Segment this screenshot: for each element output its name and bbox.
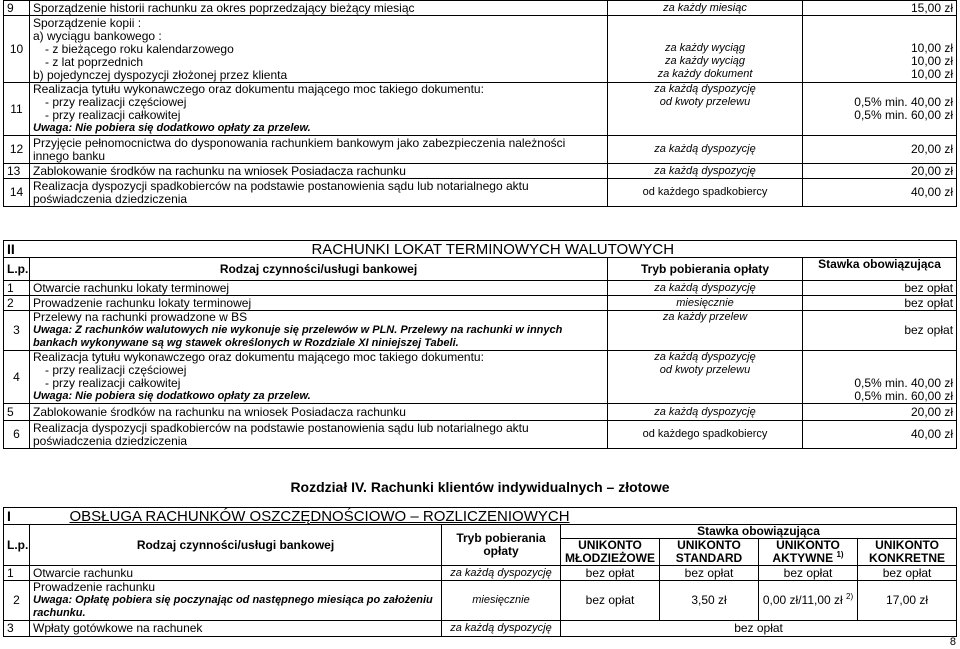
mode-line: za każdy wyciąg bbox=[664, 42, 746, 54]
footnote-marker: 2) bbox=[846, 592, 854, 601]
table-row bbox=[4, 351, 957, 404]
col-header-service: Rodzaj czynności/usługi bankowej bbox=[30, 258, 608, 281]
fee-value: 3,50 zł bbox=[660, 581, 759, 621]
charge-mode: od każdego spadkobiercy bbox=[608, 179, 803, 207]
charge-mode: za każdą dyspozycję bbox=[608, 281, 803, 296]
item-note: Uwaga: Z rachunków walutowych nie wykonuje się przelewów w PLN. Przelewy na rachunki w innych bankach wykonywane są wg stawek określonych w Rozdziale XI niniejszej Tabeli. bbox=[33, 324, 563, 349]
fee-rate: 40,00 zł bbox=[803, 421, 957, 449]
service-description: Realizacja dyspozycji spadkobierców na podstawie postanowienia sądu lub notarialnego aktu poświadczenia dziedziczenia bbox=[30, 179, 608, 207]
item-note: Uwaga: Nie pobiera się dodatkowo opłaty za przelew. bbox=[33, 122, 311, 134]
row-number: 2 bbox=[4, 296, 30, 311]
service-description: Sporządzenie historii rachunku za okres poprzedzający bieżący miesiąc bbox=[30, 1, 608, 16]
mode-line: za każdy wyciąg bbox=[664, 55, 746, 67]
charge-mode bbox=[608, 351, 803, 404]
fee-value: bez opłat bbox=[561, 621, 957, 637]
item-title: Realizacja tytułu wykonawczego oraz dokumentu mającego moc takiego dokumentu: bbox=[33, 82, 484, 96]
mode-line: za każdy dokument bbox=[657, 68, 753, 80]
item-line: - z bieżącego roku kalendarzowego bbox=[45, 41, 234, 56]
row-number: 12 bbox=[4, 136, 30, 164]
fee-rate: 20,00 zł bbox=[803, 136, 957, 164]
table-row bbox=[4, 136, 957, 164]
charge-mode: za każdą dyspozycję bbox=[442, 621, 561, 637]
section-title: RACHUNKI LOKAT TERMINOWYCH WALUTOWYCH bbox=[30, 241, 957, 258]
item-title: Przelewy na rachunki prowadzone w BS bbox=[33, 310, 248, 324]
item-line: - z lat poprzednich bbox=[45, 54, 144, 69]
service-description: Zablokowanie środków na rachunku na wniosek Posiadacza rachunku bbox=[30, 404, 608, 421]
col-header-mode: Tryb pobierania opłaty bbox=[608, 258, 803, 281]
fee-value: 17,00 zł bbox=[858, 581, 957, 621]
fee-rate: 20,00 zł bbox=[803, 164, 957, 179]
item-note: Uwaga: Nie pobiera się dodatkowo opłaty za przelew. bbox=[33, 390, 311, 402]
rate-line: 0,5% min. 60,00 zł bbox=[854, 108, 953, 122]
item-line: - przy realizacji częściowej bbox=[45, 363, 187, 377]
rate-line: 0,5% min. 60,00 zł bbox=[854, 389, 954, 403]
item-title: Sporządzenie kopii : bbox=[33, 15, 142, 30]
item-note: Uwaga: Opłatę pobiera się poczynając od następnego miesiąca po założeniu rachunku. bbox=[33, 594, 433, 619]
table-row bbox=[4, 179, 957, 207]
charge-mode: za każdą dyspozycję bbox=[608, 404, 803, 421]
fees-table-continuation bbox=[3, 0, 957, 207]
row-number: 6 bbox=[4, 421, 30, 449]
service-description: Otwarcie rachunku bbox=[30, 566, 442, 581]
section-header-row bbox=[4, 508, 957, 525]
item-line: - przy realizacji częściowej bbox=[45, 95, 187, 109]
fee-rate: 40,00 zł bbox=[803, 179, 957, 207]
charge-mode: miesięcznie bbox=[608, 296, 803, 311]
table-row bbox=[4, 281, 957, 296]
column-header-row bbox=[4, 525, 957, 539]
col-header-mode: Tryb pobierania opłaty bbox=[442, 525, 561, 566]
section-header-row bbox=[4, 241, 957, 258]
charge-mode: miesięcznie bbox=[442, 581, 561, 621]
row-number: 10 bbox=[4, 16, 30, 83]
section-title: OBSŁUGA RACHUNKÓW OSZCZĘDNOŚCIOWO – ROZLICZENIOWYCH bbox=[30, 508, 957, 525]
table-row bbox=[4, 83, 957, 136]
chapter-heading: Rozdział IV. Rachunki klientów indywidualnych – złotowe bbox=[290, 479, 670, 495]
service-description bbox=[30, 311, 608, 351]
row-number: 3 bbox=[4, 311, 30, 351]
charge-mode: za każdą dyspozycję bbox=[442, 566, 561, 581]
section-number: I bbox=[4, 508, 30, 525]
row-number: 5 bbox=[4, 404, 30, 421]
col-header-lp: L.p. bbox=[4, 525, 30, 566]
fee-rate: bez opłat bbox=[803, 311, 957, 351]
fee-rate: 20,00 zł bbox=[803, 404, 957, 421]
fee-value: bez opłat bbox=[660, 566, 759, 581]
item-line: a) wyciągu bankowego : bbox=[33, 28, 162, 43]
row-number: 14 bbox=[4, 179, 30, 207]
service-description bbox=[30, 83, 608, 136]
col-header-unikonto-konkretne: UNIKONTO KONKRETNE bbox=[858, 539, 957, 566]
rate-line: 10,00 zł bbox=[910, 67, 953, 81]
row-number: 3 bbox=[4, 621, 30, 637]
fee-rate bbox=[803, 16, 957, 83]
row-number: 13 bbox=[4, 164, 30, 179]
table-row bbox=[4, 296, 957, 311]
fee-rate bbox=[803, 83, 957, 136]
fx-term-deposit-table bbox=[3, 240, 957, 449]
col-header-service: Rodzaj czynności/usługi bankowej bbox=[30, 525, 442, 566]
table-row bbox=[4, 581, 957, 621]
column-header-row bbox=[4, 258, 957, 281]
fee-value: bez opłat bbox=[759, 566, 858, 581]
col-header-unikonto-mlodziezowe: UNIKONTO MŁODZIEŻOWE bbox=[561, 539, 660, 566]
mode-line: od kwoty przelewu bbox=[659, 96, 751, 108]
rate-line: 10,00 zł bbox=[910, 41, 953, 55]
table-row bbox=[4, 404, 957, 421]
service-description: Otwarcie rachunku lokaty terminowej bbox=[30, 281, 608, 296]
table-row bbox=[4, 164, 957, 179]
col-header-rate: Stawka obowiązująca bbox=[561, 525, 957, 539]
row-number: 2 bbox=[4, 581, 30, 621]
col-header-rate: Stawka obowiązująca bbox=[803, 258, 957, 281]
row-number: 4 bbox=[4, 351, 30, 404]
charge-mode: za każdy miesiąc bbox=[608, 1, 803, 16]
service-description bbox=[30, 581, 442, 621]
fee-text: 0,00 zł/11,00 zł bbox=[762, 593, 843, 607]
item-title: Realizacja tytułu wykonawczego oraz dokumentu mającego moc takiego dokumentu: bbox=[33, 350, 484, 364]
fee-value bbox=[759, 581, 858, 621]
mode-line: za każdą dyspozycję bbox=[654, 83, 756, 95]
header-text: UNIKONTO AKTYWNE bbox=[772, 538, 840, 565]
col-header-lp: L.p. bbox=[4, 258, 30, 281]
service-description: Realizacja dyspozycji spadkobierców na podstawie postanowienia sądu lub notarialnego aktu poświadczenia dziedziczenia bbox=[30, 421, 608, 449]
service-description: Zablokowanie środków na rachunku na wniosek Posiadacza rachunku bbox=[30, 164, 608, 179]
rate-line: 0,5% min. 40,00 zł bbox=[854, 376, 954, 390]
charge-mode: za każdą dyspozycję bbox=[608, 136, 803, 164]
service-description: Prowadzenie rachunku lokaty terminowej bbox=[30, 296, 608, 311]
table-row bbox=[4, 421, 957, 449]
savings-accounts-table bbox=[3, 507, 957, 637]
item-title: Prowadzenie rachunku bbox=[33, 580, 156, 594]
row-number: 1 bbox=[4, 281, 30, 296]
col-header-unikonto-standard: UNIKONTO STANDARD bbox=[660, 539, 759, 566]
section-number: II bbox=[4, 241, 30, 258]
table-row bbox=[4, 311, 957, 351]
service-description: Przyjęcie pełnomocnictwa do dysponowania rachunkiem bankowym jako zabezpieczenia należności innego banku bbox=[30, 136, 608, 164]
page-number: 8 bbox=[949, 636, 956, 648]
row-number: 11 bbox=[4, 83, 30, 136]
row-number: 9 bbox=[4, 1, 30, 16]
charge-mode bbox=[608, 83, 803, 136]
fee-rate: bez opłat bbox=[803, 296, 957, 311]
table-row bbox=[4, 566, 957, 581]
fee-rate: 15,00 zł bbox=[803, 1, 957, 16]
item-line: b) pojedynczej dyspozycji złożonej przez klienta bbox=[33, 67, 288, 82]
col-header-unikonto-aktywne bbox=[759, 539, 858, 566]
fee-value: bez opłat bbox=[561, 581, 660, 621]
charge-mode: od każdego spadkobiercy bbox=[608, 421, 803, 449]
row-number: 1 bbox=[4, 566, 30, 581]
item-line: - przy realizacji całkowitej bbox=[45, 376, 181, 390]
service-description: Wpłaty gotówkowe na rachunek bbox=[30, 621, 442, 637]
charge-mode: za każdy przelew bbox=[608, 311, 803, 351]
rate-line: 10,00 zł bbox=[910, 54, 953, 68]
service-description bbox=[30, 351, 608, 404]
table-row bbox=[4, 16, 957, 83]
fee-value: bez opłat bbox=[561, 566, 660, 581]
rate-line: 0,5% min. 40,00 zł bbox=[854, 95, 953, 109]
footnote-marker: 1) bbox=[836, 550, 844, 559]
mode-line: za każdą dyspozycję bbox=[654, 351, 756, 363]
charge-mode bbox=[608, 16, 803, 83]
mode-line: od kwoty przelewu bbox=[659, 364, 751, 376]
item-line: - przy realizacji całkowitej bbox=[45, 108, 181, 122]
table-row bbox=[4, 1, 957, 16]
fee-rate bbox=[803, 351, 957, 404]
fee-value: bez opłat bbox=[858, 566, 957, 581]
table-row bbox=[4, 621, 957, 637]
service-description bbox=[30, 16, 608, 83]
fee-rate: bez opłat bbox=[803, 281, 957, 296]
charge-mode: za każdą dyspozycję bbox=[608, 164, 803, 179]
